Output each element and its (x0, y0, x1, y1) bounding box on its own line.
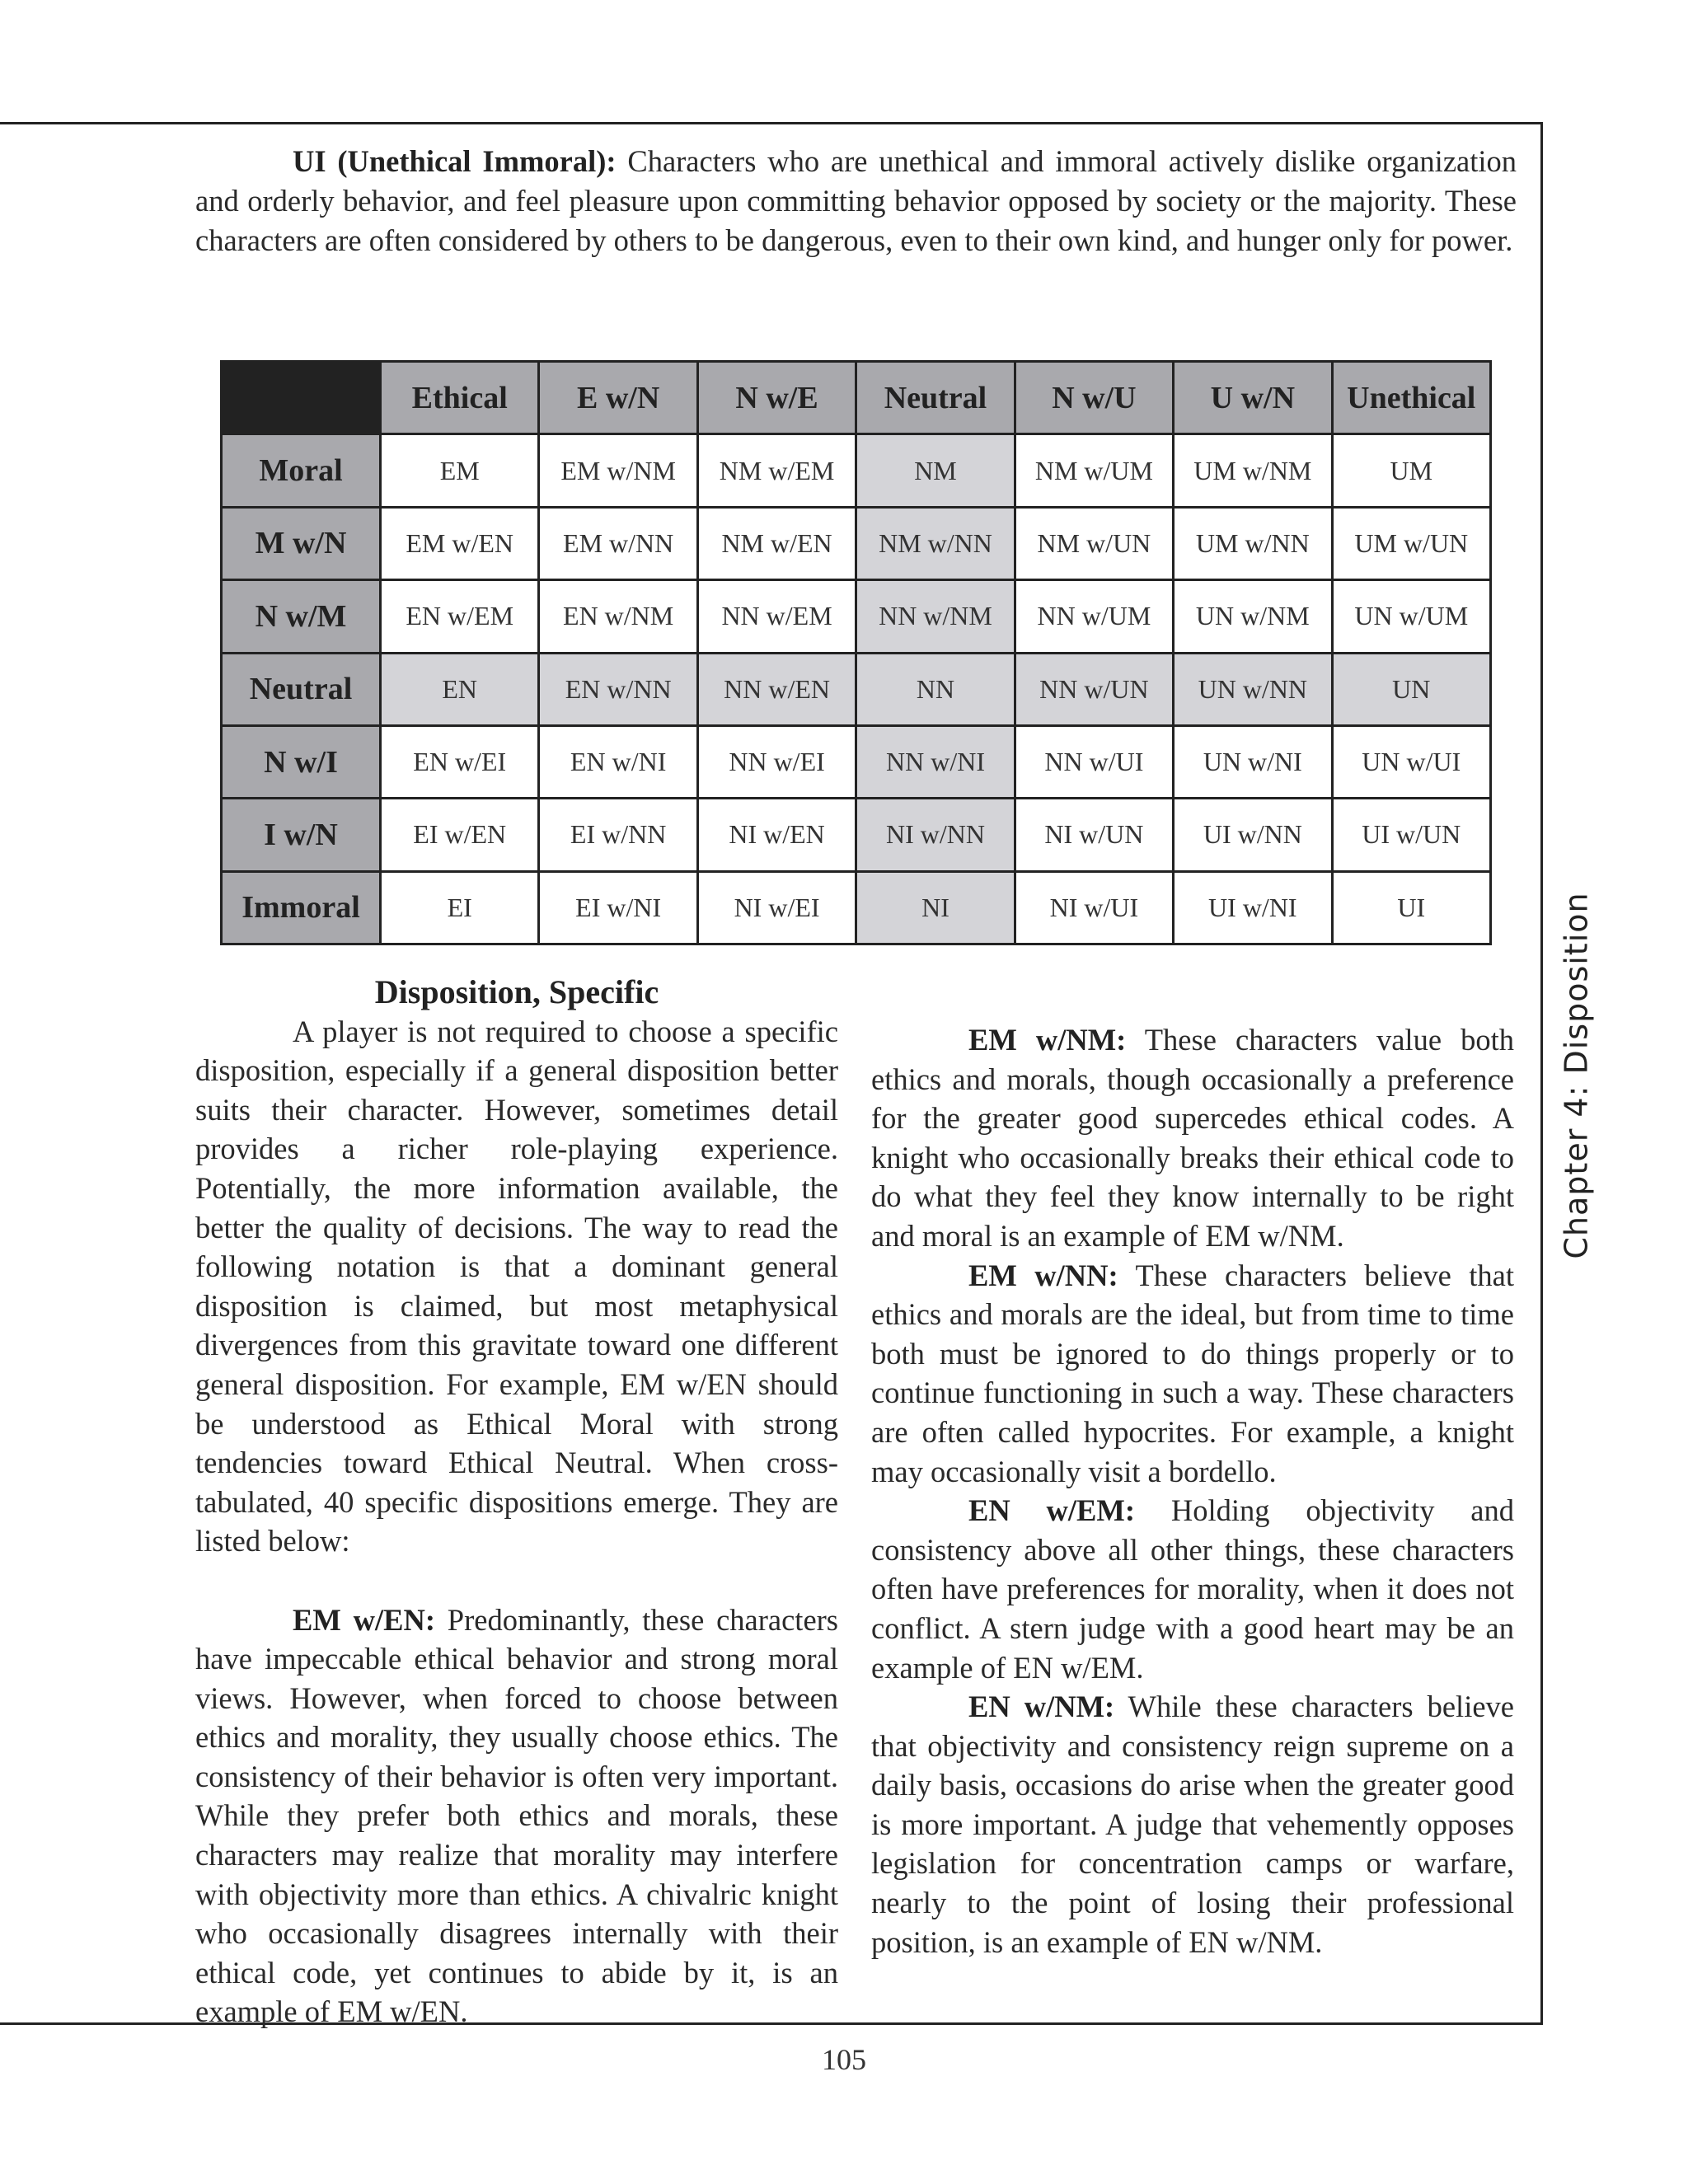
column-header: Ethical (381, 362, 539, 434)
table-cell: EM w/EN (381, 507, 539, 579)
table-cell: UI w/NN (1174, 799, 1332, 871)
entry-en-nm (871, 1687, 1514, 1961)
table-row (222, 653, 1491, 725)
intro-text: Characters who are unethical and immoral actively dislike organization and orderly behavior, and feel pleasure upon committing behavior opposed by society or the majority. These characters are often considered by others to be dangerous, even to their own kind, and hunger only for power. (195, 144, 1517, 257)
table-cell: EI w/NN (539, 799, 697, 871)
left-column (195, 972, 838, 2032)
entry-lead: EN w/EM: (968, 1493, 1136, 1528)
section-heading: Disposition, Specific (374, 973, 659, 1010)
row-header: Immoral (222, 871, 381, 944)
table-cell: NM w/EN (697, 507, 856, 579)
table-cell: UN w/NN (1174, 653, 1332, 725)
table-cell: UN w/UI (1332, 725, 1490, 798)
intro-lead: UI (Unethical Immoral): (293, 144, 617, 178)
row-header: I w/N (222, 799, 381, 871)
table-cell: EN w/NI (539, 725, 697, 798)
table-cell: NI (856, 871, 1015, 944)
table-cell: NN w/NM (856, 580, 1015, 653)
column-header: N w/E (697, 362, 856, 434)
right-column (871, 1020, 1514, 1961)
row-header: N w/M (222, 580, 381, 653)
entry-text: While these characters believe that objectivity and consistency reign supreme on a daily basis, occasions do arise when the greater good is more important. A judge that vehemently opposes legislation for concentration camps or warfare, nearly to the point of losing their professional position, is an example of EN w/NM. (871, 1690, 1514, 1959)
table-cell: EN w/NN (539, 653, 697, 725)
entry-lead: EN w/NM: (968, 1690, 1115, 1724)
entry-em-en (195, 1601, 838, 2032)
table-row (222, 799, 1491, 871)
disposition-table (220, 360, 1492, 945)
table-row (222, 434, 1491, 507)
row-header: Moral (222, 434, 381, 507)
table-cell: EN w/EI (381, 725, 539, 798)
entry-text: Predominantly, these characters have impeccable ethical behavior and strong moral views. However, when forced to choose between ethics and morality, they usually choose ethics. The consistency of their behavior is often very important. While they prefer both ethics and morals, these characters may realize that morality may interfere with objectivity more than ethics. A chivalric knight who occasionally disagrees internally with their ethical code, yet continues to abide by it, is an example of EM w/EN. (195, 1602, 839, 2029)
table-cell: UM w/NM (1174, 434, 1332, 507)
table-cell: NN w/EI (697, 725, 856, 798)
table-cell: UM (1332, 434, 1490, 507)
table-cell: EN w/EM (381, 580, 539, 653)
table-cell: UI w/NI (1174, 871, 1332, 944)
column-header: N w/U (1015, 362, 1173, 434)
intro-specific-paragraph: A player is not required to choose a specific disposition, especially if a general disposition better suits their character. However, sometimes detail provides a richer role-playing experience. Potentially, the more information available, the better the quality of decisions. The way to read the following notation is that a dominant general disposition is claimed, but most metaphysical divergences from this gravitate toward one different general disposition. For example, EM w/EN should be understood as Ethical Moral with strong tendencies toward Ethical Neutral. When cross-tabulated, 40 specific dispositions emerge. They are listed below: (195, 1014, 838, 1558)
table-row (222, 871, 1491, 944)
table-cell: UM w/NN (1174, 507, 1332, 579)
entry-em-nm (871, 1020, 1514, 1256)
column-header: Neutral (856, 362, 1015, 434)
column-header: U w/N (1174, 362, 1332, 434)
page-frame-top (0, 122, 1543, 124)
entry-em-nn (871, 1256, 1514, 1492)
table-cell: UN w/NI (1174, 725, 1332, 798)
entry-text: Holding objectivity and consistency above all other things, these characters often have preferences for morality, when it does not conflict. A stern judge with a good heart may be an example of EN w/EM. (871, 1493, 1515, 1685)
table-cell: UI (1332, 871, 1490, 944)
table-cell: NI w/EN (697, 799, 856, 871)
chapter-label: Chapter 4: Disposition (1559, 892, 1596, 1259)
table-cell: EM w/NM (539, 434, 697, 507)
table-cell: NI w/NN (856, 799, 1015, 871)
table-cell: UN w/UM (1332, 580, 1490, 653)
table-cell: NN w/UM (1015, 580, 1173, 653)
entry-en-em (871, 1491, 1514, 1687)
table-cell: NN w/NI (856, 725, 1015, 798)
table-cell: EN w/NM (539, 580, 697, 653)
table-cell: EM w/NN (539, 507, 697, 579)
table-cell: EM (381, 434, 539, 507)
table-cell: UM w/UN (1332, 507, 1490, 579)
page-frame-right (1540, 122, 1543, 2025)
table-cell: EI w/NI (539, 871, 697, 944)
row-header: N w/I (222, 725, 381, 798)
table-header-row (222, 362, 1491, 434)
table-cell: UN (1332, 653, 1490, 725)
table-cell: NI w/UI (1015, 871, 1173, 944)
chapter-side-tab (1554, 894, 1600, 1257)
table-cell: NM (856, 434, 1015, 507)
table-cell: NN w/UN (1015, 653, 1173, 725)
table-cell: NM w/NN (856, 507, 1015, 579)
table-cell: NM w/EM (697, 434, 856, 507)
page-number: 105 (822, 2043, 866, 2076)
table-cell: NM w/UN (1015, 507, 1173, 579)
table-cell: NN w/EM (697, 580, 856, 653)
table-row (222, 725, 1491, 798)
table-cell: EN (381, 653, 539, 725)
table-cell: NI w/UN (1015, 799, 1173, 871)
row-header: M w/N (222, 507, 381, 579)
table-row (222, 580, 1491, 653)
table-corner-cell (222, 362, 381, 434)
column-header: E w/N (539, 362, 697, 434)
row-header: Neutral (222, 653, 381, 725)
entry-lead: EM w/NN: (968, 1258, 1118, 1292)
entry-text: These characters value both ethics and morals, though occasionally a preference for the greater good supercedes ethical codes. A knight who occasionally breaks their ethical code to do what they feel they know internally to be right and moral is an example of EM w/NM. (871, 1023, 1514, 1253)
entry-lead: EM w/NM: (968, 1023, 1127, 1057)
entry-lead: EM w/EN: (293, 1602, 435, 1637)
table-cell: UN w/NM (1174, 580, 1332, 653)
table-cell: EI w/EN (381, 799, 539, 871)
table-cell: NN w/UI (1015, 725, 1173, 798)
table-cell: NN (856, 653, 1015, 725)
table-row (222, 507, 1491, 579)
table-cell: NN w/EN (697, 653, 856, 725)
table-cell: NM w/UM (1015, 434, 1173, 507)
table-cell: NI w/EI (697, 871, 856, 944)
entry-text: These characters believe that ethics and morals are the ideal, but from time to time both must be ignored to do things properly or to continue functioning in such a way. These characters are often called hypocrites. For example, a knight may occasionally visit a bordello. (871, 1258, 1515, 1488)
column-header: Unethical (1332, 362, 1490, 434)
table-cell: EI (381, 871, 539, 944)
table-cell: UI w/UN (1332, 799, 1490, 871)
intro-paragraph (195, 142, 1517, 260)
